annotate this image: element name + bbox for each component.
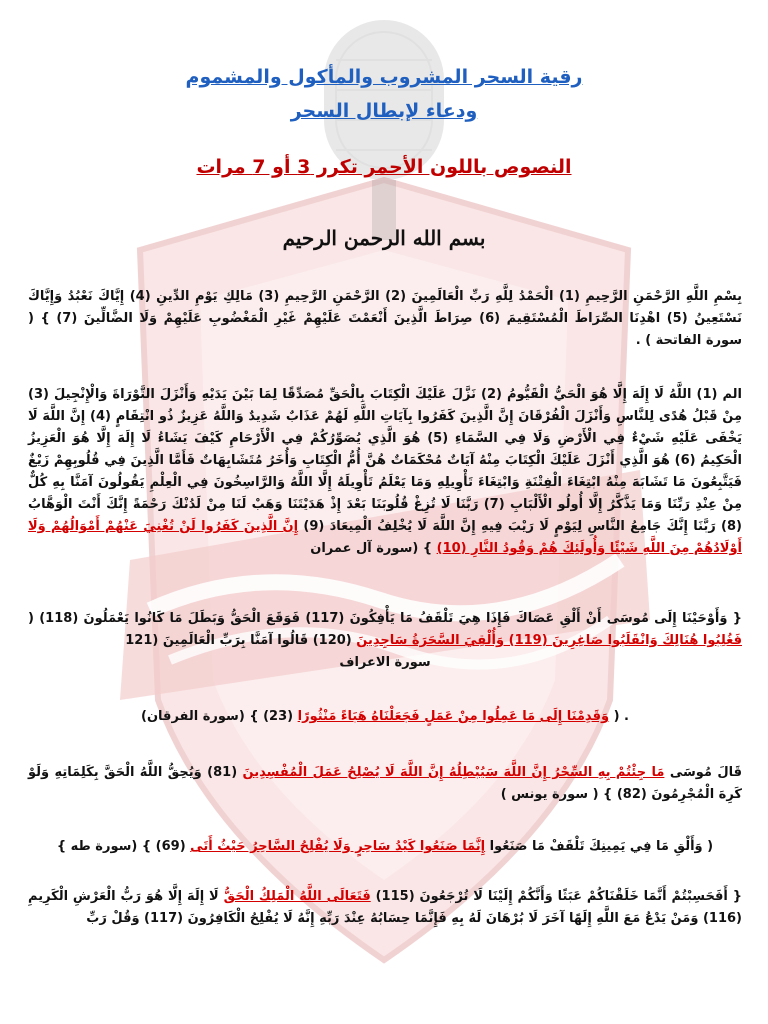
page-title: رقية السحر المشروب والمأكول والمشموم [185, 66, 583, 88]
al-imran-source: } (سورة آل عمران [310, 541, 433, 556]
muminun-end: لَا إِلَهَ إِلَّا هُوَ رَبُّ الْعَرْشِ الْكَرِيمِ (116) وَمَنْ يَدْعُ مَعَ اللَّهِ إِلَهًا آخَرَ لَا بُرْهَانَ لَهُ بِهِ فَإِنَّمَا حِسَابُهُ عِنْدَ رَبِّهِ إِنَّهُ لَا يُفْلِحُ الْكَافِرُونَ (117) وَقُلْ رَبِّ [28, 889, 742, 926]
araf-end: (120) قَالُوا آمَنَّا بِرَبِّ الْعَالَمِينَ (121 [125, 633, 352, 648]
fatiha-paragraph [28, 286, 742, 352]
taha-pre: ( وَأَلْقِ مَا فِي يَمِينِكَ تَلْقَفْ مَا صَنَعُوا [489, 839, 714, 854]
taha-paragraph [28, 836, 742, 858]
al-imran-red-verse: إِنَّ الَّذِينَ كَفَرُوا لَنْ تُغْنِيَ عَنْهُمْ أَمْوَالُهُمْ وَلَا أَوْلَادُهُمْ مِنَ اللَّهِ شَيْئًا وَأُولَئِكَ هُمْ وَقُودُ النَّارِ (10) [28, 519, 742, 556]
al-imran-text: الم (1) اللَّهُ لَا إِلَهَ إِلَّا هُوَ الْحَيُّ الْقَيُّومُ (2) نَزَّلَ عَلَيْكَ الْكِتَابَ بِالْحَقِّ مُصَدِّقًا لِمَا بَيْنَ يَدَيْهِ وَأَنْزَلَ التَّوْرَاةَ وَالْإِنْجِيلَ (3) مِنْ قَبْلُ هُدًى لِلنَّاسِ وَأَنْزَلَ الْفُرْقَانَ إِنَّ الَّذِينَ كَفَرُوا بِآيَاتِ اللَّهِ لَهُمْ عَذَابٌ شَدِيدٌ وَاللَّهُ عَزِيزٌ ذُو انْتِقَامٍ (4) إِنَّ اللَّهَ لَا يَخْفَى عَلَيْهِ شَيْءٌ فِي الْأَرْضِ وَلَا فِي السَّمَاءِ (5) هُوَ الَّذِي يُصَوِّرُكُمْ فِي الْأَرْحَامِ كَيْفَ يَشَاءُ لَا إِلَهَ إِلَّا هُوَ الْعَزِيزُ الْحَكِيمُ (6) هُوَ الَّذِي أَنْزَلَ عَلَيْكَ الْكِتَابَ مِنْهُ آيَاتٌ مُحْكَمَاتٌ هُنَّ أُمُّ الْكِتَابِ وَأُخَرُ مُتَشَابِهَاتٌ فَأَمَّا الَّذِينَ فِي قُلُوبِهِمْ زَيْغٌ فَيَتَّبِعُونَ مَا تَشَابَهَ مِنْهُ ابْتِغَاءَ الْفِتْنَةِ وَابْتِغَاءَ تَأْوِيلِهِ وَمَا يَعْلَمُ تَأْوِيلَهُ إِلَّا اللَّهُ وَالرَّاسِخُونَ فِي الْعِلْمِ يَقُولُونَ آمَنَّا بِهِ كُلٌّ مِنْ عِنْدِ رَبِّنَا وَمَا يَذَّكَّرُ إِلَّا أُولُو الْأَلْبَابِ (7) رَبَّنَا لَا تُزِغْ قُلُوبَنَا بَعْدَ إِذْ هَدَيْتَنَا وَهَبْ لَنَا مِنْ لَدُنْكَ رَحْمَةً إِنَّكَ أَنْتَ الْوَهَّابُ (8) رَبَّنَا إِنَّكَ جَامِعُ النَّاسِ لِيَوْمٍ لَا رَيْبَ فِيهِ إِنَّ اللَّهَ لَا يُخْلِفُ الْمِيعَادَ (9) [28, 387, 743, 534]
yunus-end: (81) وَيُحِقُّ اللَّهُ الْحَقَّ بِكَلِمَاتِهِ وَلَوْ كَرِهَ الْمُجْرِمُونَ (82) } ( سورة يونس ) [28, 765, 742, 802]
furqan-end: (23) } (سورة الفرقان) [141, 709, 294, 724]
taha-red-verse: إِنَّمَا صَنَعُوا كَيْدُ سَاحِرٍ وَلَا يُفْلِحُ السَّاحِرُ حَيْثُ أَتَى [190, 839, 486, 854]
araf-source: سورة الاعراف [339, 655, 431, 670]
al-imran-paragraph [28, 384, 742, 560]
furqan-paragraph [28, 706, 742, 728]
furqan-red-verse: وَقَدِمْنَا إِلَى مَا عَمِلُوا مِنْ عَمَلٍ فَجَعَلْنَاهُ هَبَاءً مَنْثُورًا [297, 709, 610, 724]
furqan-pre: . ( [613, 709, 629, 724]
muminun-pre: { أَفَحَسِبْتُمْ أَنَّمَا خَلَقْنَاكُمْ عَبَثًا وَأَنَّكُمْ إِلَيْنَا لَا تُرْجَعُونَ (115) [375, 889, 742, 904]
page-subtitle: ودعاء لإبطال السحر [290, 100, 478, 122]
fatiha-text: بِسْمِ اللَّهِ الرَّحْمَنِ الرَّحِيمِ (1) الْحَمْدُ لِلَّهِ رَبِّ الْعَالَمِينَ (2) الرَّحْمَنِ الرَّحِيمِ (3) مَالِكِ يَوْمِ الدِّينِ (4) إِيَّاكَ نَعْبُدُ وَإِيَّاكَ نَسْتَعِينُ (5) اهْدِنَا الصِّرَاطَ الْمُسْتَقِيمَ (6) صِرَاطَ الَّذِينَ أَنْعَمْتَ عَلَيْهِمْ غَيْرِ الْمَغْضُوبِ عَلَيْهِمْ وَلَا الضَّالِّينَ (7) } ( سورة الفاتحة ) . [28, 289, 742, 348]
repeat-instruction: النصوص باللون الأحمر تكرر 3 أو 7 مرات [196, 156, 572, 178]
yunus-pre: قَالَ مُوسَى [669, 765, 743, 780]
basmala-heading: بسم الله الرحمن الرحيم [282, 226, 486, 250]
muminun-red-verse: فَتَعَالَى اللَّهُ الْمَلِكُ الْحَقُّ [223, 889, 371, 904]
yunus-paragraph [28, 762, 742, 806]
muminun-paragraph [28, 886, 742, 930]
taha-end: (69) } (سورة طه } [56, 839, 186, 854]
araf-paragraph [28, 608, 742, 674]
araf-red-verse: فَغُلِبُوا هُنَالِكَ وَانْقَلَبُوا صَاغِرِينَ (119) وَأُلْقِيَ السَّحَرَةُ سَاجِدِينَ [356, 633, 742, 648]
araf-text: { وَأَوْحَيْنَا إِلَى مُوسَى أَنْ أَلْقِ عَصَاكَ فَإِذَا هِيَ تَلْقَفُ مَا يَأْفِكُونَ (117) فَوَقَعَ الْحَقُّ وَبَطَلَ مَا كَانُوا يَعْمَلُونَ (118) ( [28, 611, 742, 626]
yunus-red-verse: مَا جِئْتُمْ بِهِ السِّحْرُ إِنَّ اللَّهَ سَيُبْطِلُهُ إِنَّ اللَّهَ لَا يُصْلِحُ عَمَلَ الْمُفْسِدِينَ [242, 765, 665, 780]
